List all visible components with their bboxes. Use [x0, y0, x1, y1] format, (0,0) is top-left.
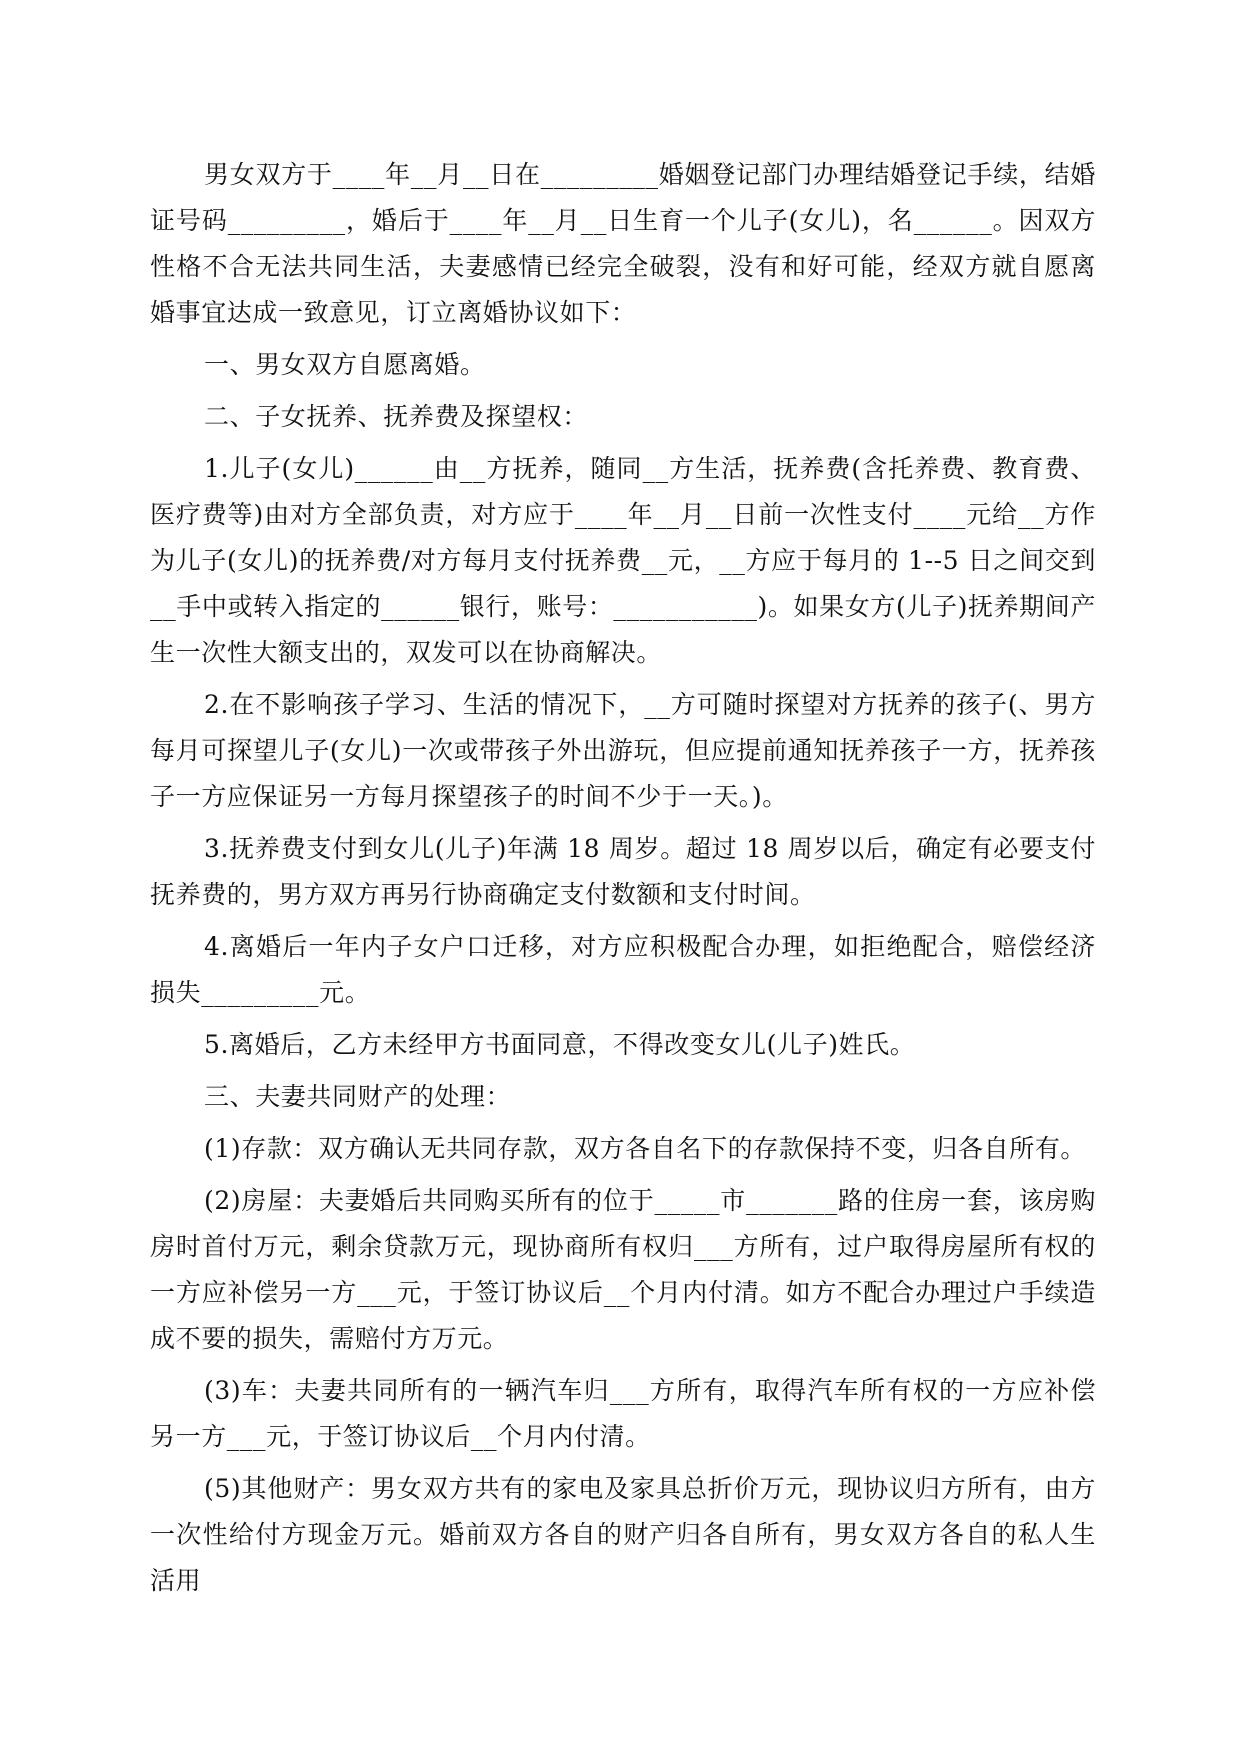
paragraph-section-2-heading: 二、子女抚养、抚养费及探望权： [204, 402, 589, 431]
paragraph-item-2-5: 5.离婚后，乙方未经甲方书面同意，不得改变女儿(儿子)姓氏。 [204, 1030, 916, 1059]
paragraph-item-2-2: 2.在不影响孩子学习、生活的情况下，__方可随时探望对方抚养的孩子(、男方每月可探望儿子(女儿)一次或带孩子外出游玩，但应提前通知抚养孩子一方，抚养孩子一方应保证另一方每月探望孩子的时间不少于一天。)。 [150, 690, 1096, 811]
paragraph-item-2-4: 4.离婚后一年内子女户口迁移，对方应积极配合办理，如拒绝配合，赔偿经济损失_________元。 [150, 932, 1096, 1007]
paragraph-item-3-3: (3)车：夫妻共同所有的一辆汽车归___方所有，取得汽车所有权的一方应补偿另一方___元，于签订协议后__个月内付清。 [150, 1376, 1096, 1451]
agreement-body [150, 152, 1096, 1610]
paragraph-item-2-1: 1.儿子(女儿)______由__方抚养，随同__方生活，抚养费(含托养费、教育费、医疗费等)由对方全部负责，对方应于____年__月__日前一次性支付____元给__方作为儿子(女儿)的抚养费/对方每月支付抚养费__元，__方应于每月的 1--5 日之间交到__手中或转入指定的______银行，账号：___________)。如果女方(儿子)抚养期间产生一次性大额支出的，双发可以在协商解决。 [150, 454, 1096, 667]
paragraph-item-3-1: (1)存款：双方确认无共同存款，双方各自名下的存款保持不变，归各自所有。 [204, 1134, 1087, 1163]
paragraph-item-2-3: 3.抚养费支付到女儿(儿子)年满 18 周岁。超过 18 周岁以后，确定有必要支付抚养费的，男方双方再另行协商确定支付数额和支付时间。 [150, 834, 1096, 909]
paragraph-intro: 男女双方于____年__月__日在_________婚姻登记部门办理结婚登记手续，结婚证号码_________，婚后于____年__月__日生育一个儿子(女儿)，名______。因双方性格不合无法共同生活，夫妻感情已经完全破裂，没有和好可能，经双方就自愿离婚事宜达成一致意见，订立离婚协议如下： [150, 160, 1096, 327]
paragraph-item-3-5: (5)其他财产：男女双方共有的家电及家具总折价万元，现协议归方所有，由方一次性给付方现金万元。婚前双方各自的财产归各自所有，男女双方各自的私人生活用 [150, 1474, 1096, 1595]
paragraph-item-3-2: (2)房屋：夫妻婚后共同购买所有的位于_____市_______路的住房一套，该房购房时首付万元，剩余贷款万元，现协商所有权归___方所有，过户取得房屋所有权的一方应补偿另一方___元，于签订协议后__个月内付清。如方不配合办理过户手续造成不要的损失，需赔付方万元。 [150, 1186, 1096, 1353]
paragraph-section-3-heading: 三、夫妻共同财产的处理： [204, 1082, 512, 1111]
paragraph-section-1: 一、男女双方自愿离婚。 [204, 350, 486, 379]
